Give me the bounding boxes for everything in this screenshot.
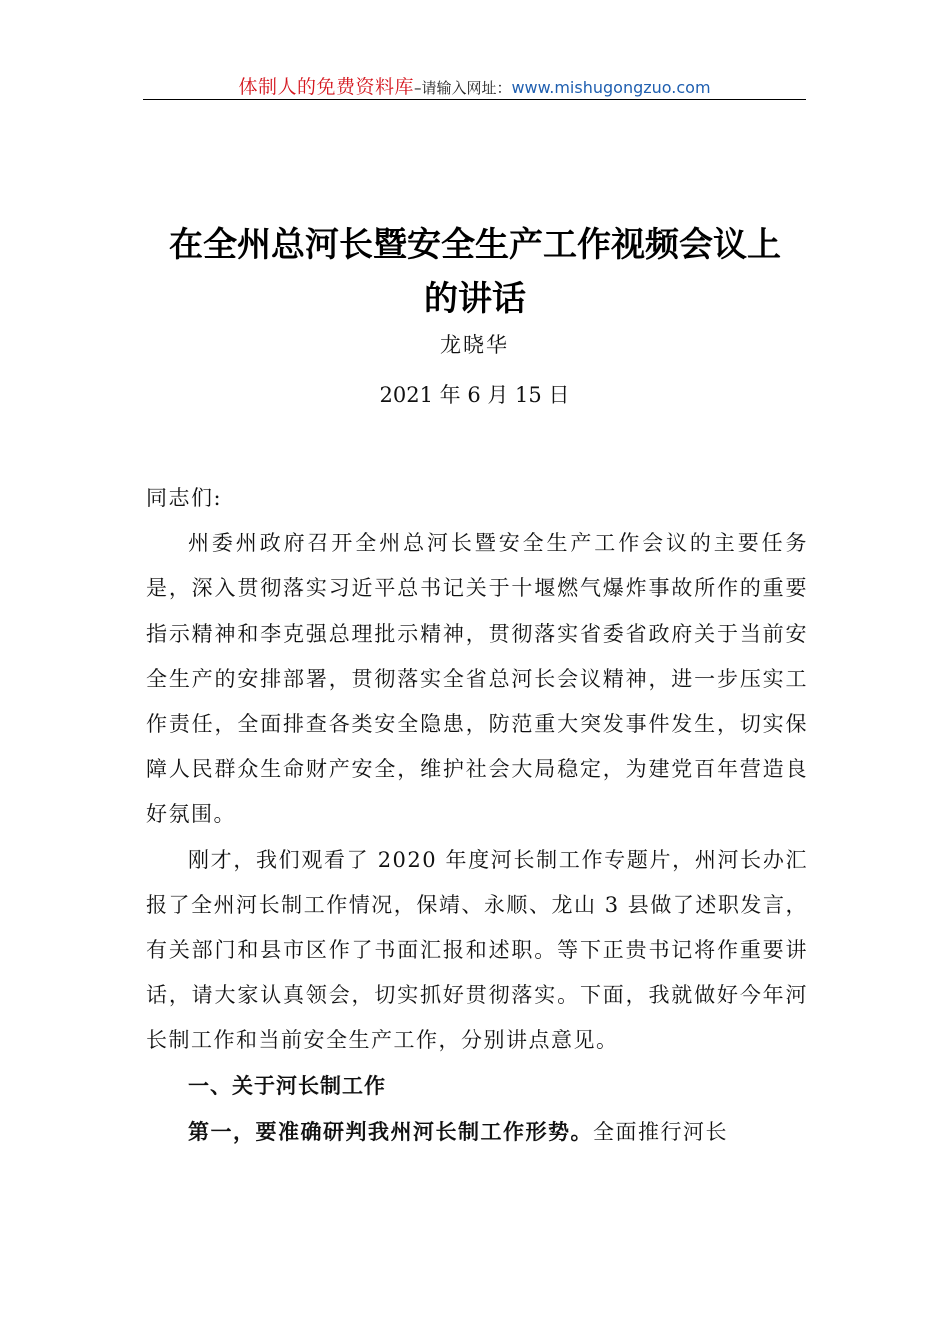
title-line-1: 在全州总河长暨安全生产工作视频会议上 [169, 225, 781, 265]
page-header [143, 72, 806, 100]
point-1-paragraph [146, 1109, 808, 1155]
document-title [140, 218, 810, 326]
title-line-2: 的讲话 [424, 279, 526, 319]
document-body [146, 476, 808, 1155]
speech-date: 2021 年 6 月 15 日 [379, 383, 570, 407]
header-url-link[interactable]: www.mishugongzuo.com [511, 78, 711, 97]
salutation: 同志们: [146, 486, 223, 510]
paragraph-1: 州委州政府召开全州总河长暨安全生产工作会议的主要任务是，深入贯彻落实习近平总书记关于十堰燃气爆炸事故所作的重要指示精神和李克强总理批示精神，贯彻落实省委省政府关于当前安全生产的安排部署，贯彻落实全省总河长会议精神，进一步压实工作责任，全面排查各类安全隐患，防范重大突发事件发生，切实保障人民群众生命财产安全，维护社会大局稳定，为建党百年营造良好氛围。 [146, 531, 808, 827]
section-heading-1: 一、关于河长制工作 [188, 1073, 386, 1098]
paragraph-2: 刚才，我们观看了 2020 年度河长制工作专题片，州河长办汇报了全州河长制工作情况，保靖、永顺、龙山 3 县做了述职发言，有关部门和县市区作了书面汇报和述职。等下正贵书记将作重要讲话，请大家认真领会，切实抓好贯彻落实。下面，我就做好今年河长制工作和当前安全生产工作，分别讲点意见。 [146, 847, 808, 1053]
header-brand: 体制人的免费资料库 [238, 76, 414, 98]
point-1-lead: 第一，要准确研判我州河长制工作形势。 [188, 1118, 593, 1144]
author-name: 龙晓华 [440, 333, 509, 357]
header-prompt: –请输入网址： [413, 79, 512, 97]
point-1-text: 全面推行河长 [593, 1119, 728, 1144]
